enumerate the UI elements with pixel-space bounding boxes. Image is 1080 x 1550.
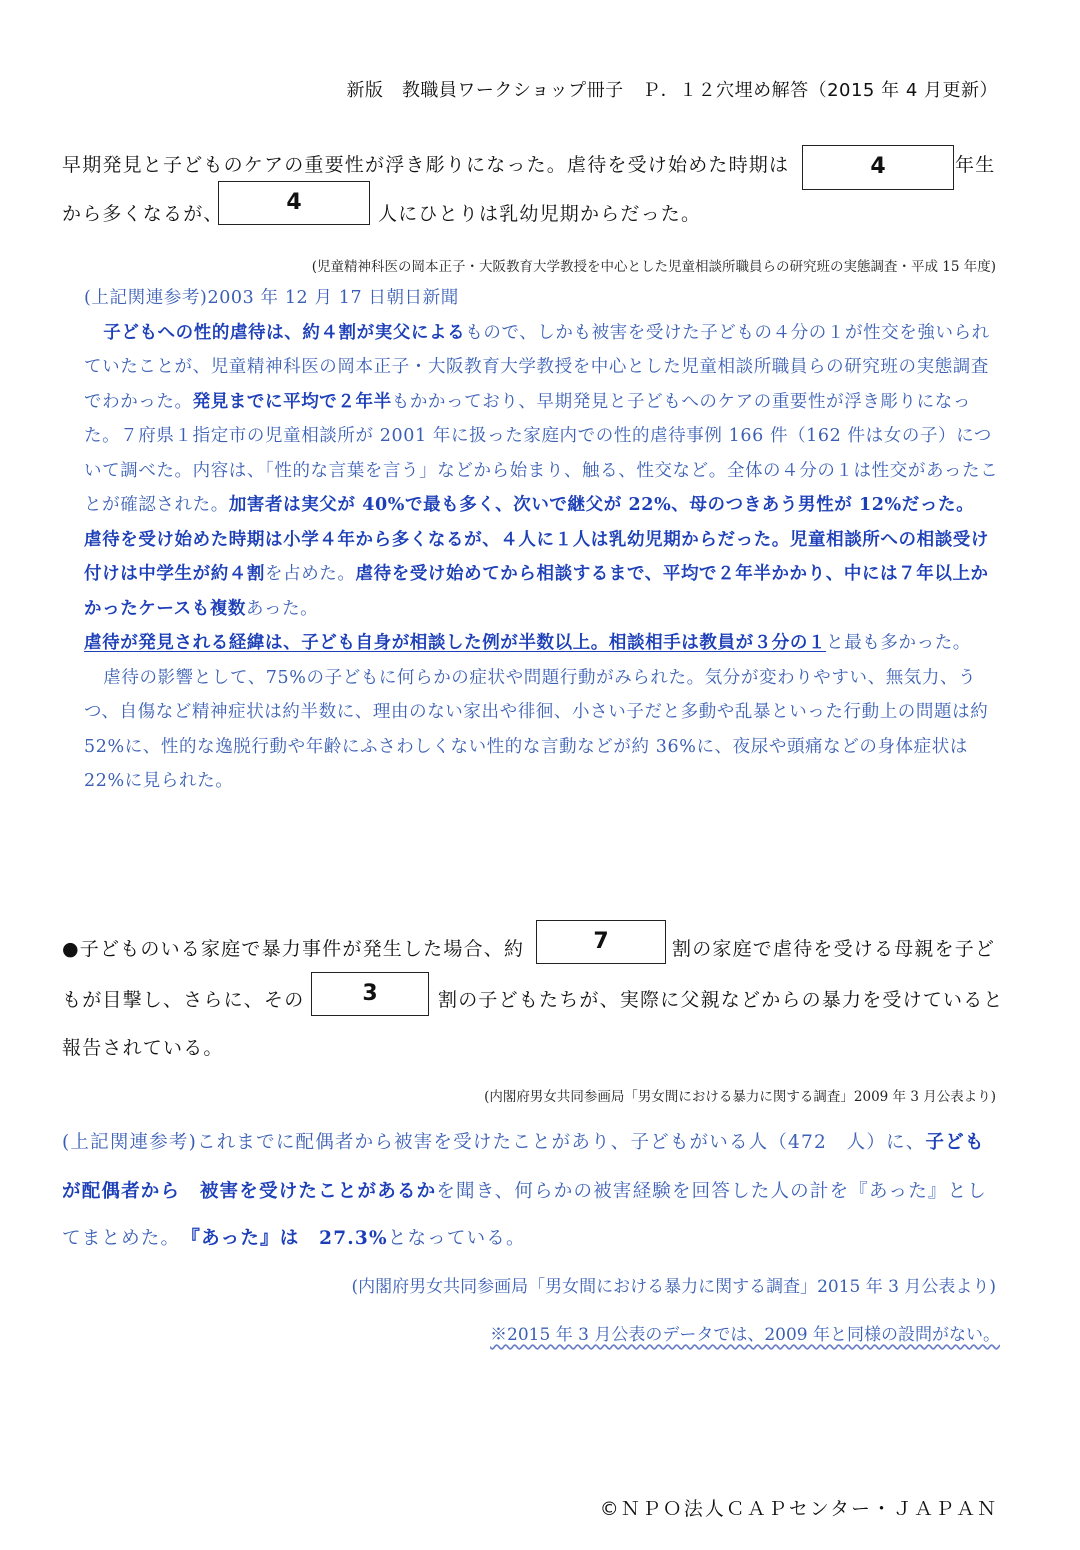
reference2-line3 (62, 1224, 526, 1250)
reference2-source: (内閣府男女共同参画局「男女間における暴力に関する調査」2015 年 3 月公表より) (351, 1277, 996, 1297)
reference1-paragraph1 (84, 316, 1004, 523)
section1-line2-text: から多くなるが、 (62, 203, 224, 225)
reference1-p1-bold1: 子どもへの性的虐待は、約４割が実父による (103, 322, 466, 343)
footer-copyright: ©ＮＰＯ法人ＣＡＰセンター・ＪＡＰＡＮ (599, 1498, 998, 1520)
reference2-line2-text: を聞き、何らかの被害経験を回答した人の計を『あった』とし (436, 1181, 987, 1202)
reference1-paragraph4: 虐待の影響として、75%の子どもに何らかの症状や問題行動がみられた。気分が変わりやすい、無気力、うつ、自傷など精神症状は約半数に、理由のない家出や徘徊、小さい子だと多動や乱暴といった行動上の問題は約 52%に、性的な逸脱行動や年齢にふさわしくない性的な言動などが約 36%に、夜尿や頭痛などの身体症状は 22%に見られた。 (84, 667, 989, 791)
section2-line1-text: ●子どものいる家庭で暴力事件が発生した場合、約 (62, 938, 525, 960)
reference1-p2-text2: あった。 (246, 598, 319, 619)
section1-line1-suffix: 年生 (955, 154, 996, 176)
answer-box-children-ratio: 3 (311, 972, 429, 1016)
reference1-p3-bold-underlined: 虐待が発見される経緯は、子ども自身が相談した例が半数以上。相談相手は教員が３分の１ (84, 633, 827, 653)
reference1-heading: (上記関連参考)2003 年 12 月 17 日朝日新聞 (84, 288, 459, 308)
section2-line2-text: もが目撃し、さらに、その (62, 989, 305, 1011)
reference2-line2-bold: が配偶者から 被害を受けたことがあるか (62, 1181, 437, 1202)
answer-box-ratio: 4 (218, 181, 370, 225)
reference2-line1-text: (上記関連参考)これまでに配偶者から被害を受けたことがあり、子どもがいる人（472 人）に、 (62, 1132, 926, 1153)
reference1-p2-bold2: 虐待を受け始めてから相談するまで、平均で２年半かかり、中には７年以上かかったケースも複数 (84, 564, 989, 619)
section2-source: (内閣府男女共同参画局「男女間における暴力に関する調査」2009 年 3 月公表より) (484, 1089, 996, 1105)
reference1-paragraph3 (84, 626, 1004, 661)
reference1-p2-text1: を占めた。 (265, 564, 356, 584)
section2-line1-suffix: 割の家庭で虐待を受ける母親を子ど (672, 938, 996, 960)
section1-line2-suffix: 人にひとりは乳幼児期からだった。 (378, 203, 702, 225)
reference1-p3-text: と最も多かった。 (826, 633, 971, 653)
section1-source: (児童精神科医の岡本正子・大阪教育大学教授を中心とした児童相談所職員らの研究班の実態調査・平成 15 年度) (311, 259, 996, 275)
reference1-block (84, 281, 1004, 799)
reference1-p1-text1: もので、しかも被害を受けた子どもの４分の１が性交を強いられていたことが、児童精神科医の岡本正子・大阪教育大学教授を中心とした児童相談所職員らの研究班の実態調査でわかった。 (84, 322, 990, 412)
reference2-line1 (62, 1128, 985, 1154)
reference2-note: ※2015 年 3 月公表のデータでは、2009 年と同様の設問がない。 (490, 1325, 1000, 1345)
reference1-p1-bold3: 加害者は実父が 40%で最も多く、次いで継父が 22%、母のつきあう男性が 12%だった。 (228, 495, 975, 515)
reference1-paragraph2 (84, 523, 1004, 627)
reference2-line1-bold: 子ども (925, 1132, 985, 1153)
section2-line2-suffix: 割の子どもたちが、実際に父親などからの暴力を受けていると (438, 989, 1004, 1011)
reference1-p1-text2: もかかっており、早期発見と子どもへのケアの重要性が浮き彫りになった。７府県１指定市の児童相談所が 2001 年に扱った家庭内での性的虐待事例 166 件（162 件は女の子）について調べた。内容は、「性的な言葉を言う」などから始まり、触る、性交など。全体の４分の１は性交があったことが確認された。 (84, 391, 999, 515)
answer-box-grade: 4 (802, 145, 954, 190)
reference1-p1-bold2: 発見までに平均で２年半 (192, 391, 392, 412)
section2-line3-text: 報告されている。 (62, 1037, 224, 1059)
reference1-p2-bold1: 虐待を受け始めた時期は小学４年から多くなるが、４人に１人は乳幼児期からだった。児童相談所への相談受け付けは中学生が約４割 (84, 529, 989, 584)
reference2-line2 (62, 1177, 987, 1203)
reference2-line3-bold: 『あった』は 27.3% (190, 1228, 388, 1249)
section1-line1-text: 早期発見と子どものケアの重要性が浮き彫りになった。虐待を受け始めた時期は (62, 154, 790, 176)
reference2-line3-suffix: となっている。 (387, 1228, 526, 1249)
page-header-title: 新版 教職員ワークショップ冊子 Ｐ．１２穴埋め解答（2015 年 4 月更新） (346, 80, 998, 101)
reference2-line3-text: てまとめた。 (62, 1228, 191, 1249)
answer-box-household-ratio: 7 (536, 920, 666, 964)
